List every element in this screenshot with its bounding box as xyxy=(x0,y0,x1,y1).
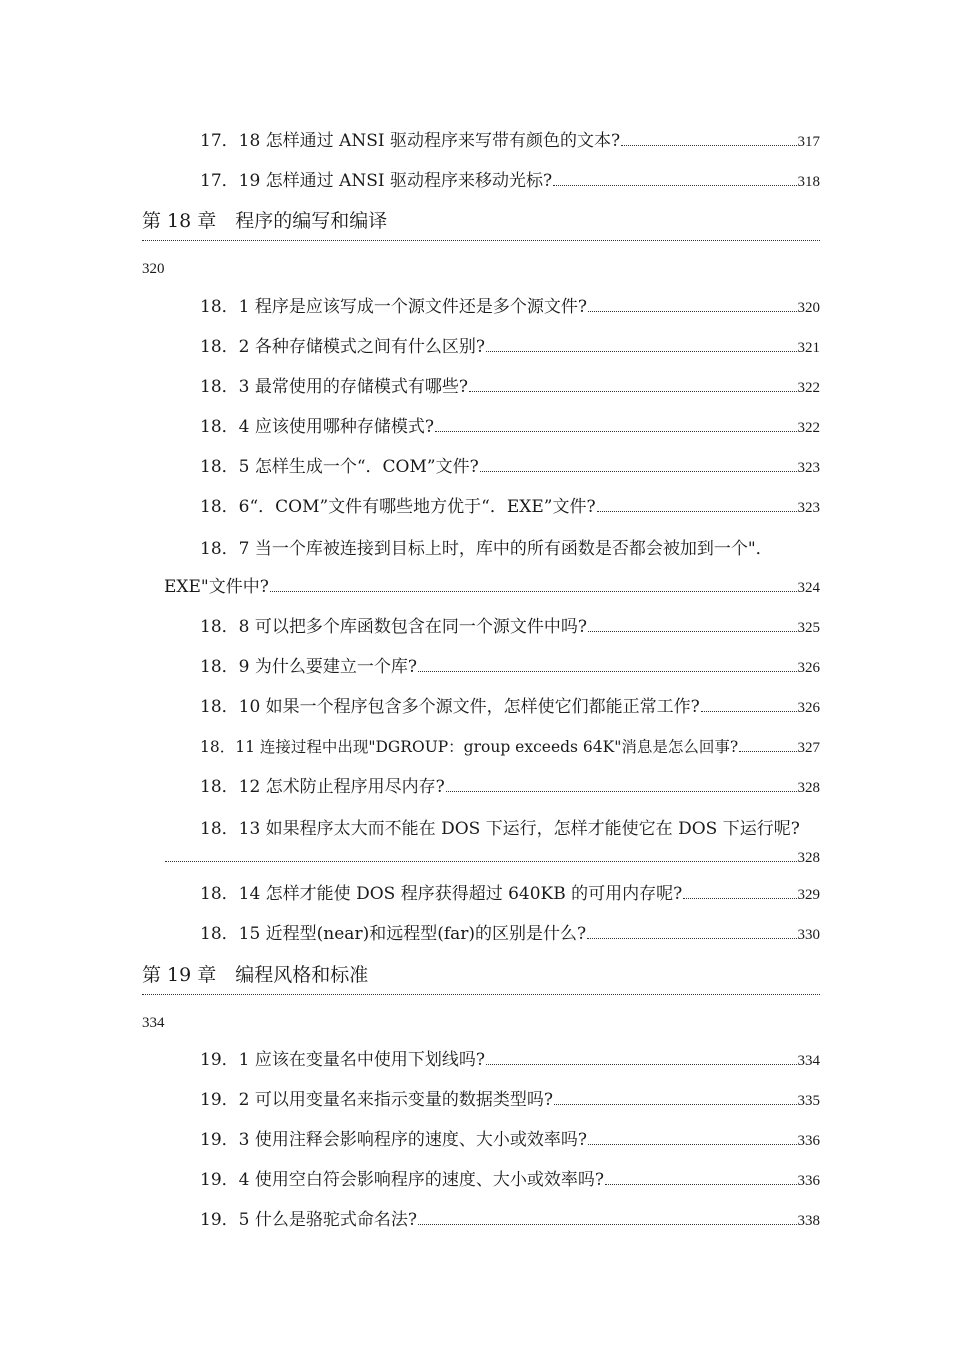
dot-leader xyxy=(446,791,797,792)
dot-leader xyxy=(480,471,797,472)
toc-entry[interactable] xyxy=(200,1044,820,1070)
toc-entry-title: 18．5 怎样生成一个“．COM”文件? xyxy=(200,457,479,477)
toc-entry-page: 317 xyxy=(797,134,820,150)
chapter-page: 320 xyxy=(142,261,165,277)
toc-entry-title: 19．1 应该在变量名中使用下划线吗? xyxy=(200,1050,485,1070)
toc-entry-page: 326 xyxy=(797,700,820,716)
toc-entry-page: 338 xyxy=(797,1213,820,1229)
toc-entry-title: 18．14 怎样才能使 DOS 程序获得超过 640KB 的可用内存呢? xyxy=(200,884,683,904)
toc-entry[interactable] xyxy=(200,878,820,904)
toc-entry[interactable] xyxy=(164,841,820,867)
toc-entry[interactable] xyxy=(200,491,820,517)
toc-entry-page: 334 xyxy=(797,1053,820,1069)
toc-entry[interactable] xyxy=(200,331,820,357)
toc-entry-title: 18．9 为什么要建立一个库? xyxy=(200,657,417,677)
dot-leader xyxy=(554,1104,797,1105)
toc-entry[interactable] xyxy=(200,1084,820,1110)
toc-entry-title-line1[interactable]: 18．7 当一个库被连接到目标上时，库中的所有函数是否都会被加到一个"． xyxy=(200,539,773,559)
toc-entry-page: 330 xyxy=(797,927,820,943)
toc-entry-title: 19．2 可以用变量名来指示变量的数据类型吗? xyxy=(200,1090,553,1110)
dot-leader xyxy=(553,185,796,186)
toc-entry[interactable] xyxy=(200,291,820,317)
toc-entry-page: 324 xyxy=(797,580,820,596)
dot-leader xyxy=(142,240,820,241)
toc-entry[interactable] xyxy=(200,165,820,191)
dot-leader xyxy=(597,511,797,512)
toc-entry[interactable] xyxy=(164,571,820,597)
toc-entry-page: 322 xyxy=(797,380,820,396)
toc-entry-title: 18．8 可以把多个库函数包含在同一个源文件中吗? xyxy=(200,617,587,637)
toc-entry-title: 18．3 最常使用的存储模式有哪些? xyxy=(200,377,468,397)
toc-entry[interactable] xyxy=(200,1164,820,1190)
toc-entry-page: 325 xyxy=(797,620,820,636)
dot-leader xyxy=(605,1184,797,1185)
toc-entry[interactable] xyxy=(200,371,820,397)
toc-entry-title-line2: EXE"文件中? xyxy=(164,577,269,597)
dot-leader xyxy=(418,1224,797,1225)
toc-entry-title: 18．4 应该使用哪种存储模式? xyxy=(200,417,434,437)
toc-entry-title: 18．11 连接过程中出现"DGROUP：group exceeds 64K"消息是怎么回事? xyxy=(200,738,739,756)
toc-entry[interactable] xyxy=(200,125,820,151)
chapter-page: 334 xyxy=(142,1015,165,1031)
dot-leader xyxy=(165,861,797,862)
toc-entry[interactable] xyxy=(200,411,820,437)
toc-entry-page: 322 xyxy=(797,420,820,436)
toc-entry[interactable] xyxy=(200,651,820,677)
toc-entry[interactable] xyxy=(200,611,820,637)
dot-leader xyxy=(588,631,797,632)
toc-entry-page: 318 xyxy=(797,174,820,190)
toc-entry[interactable] xyxy=(200,918,820,944)
toc-entry-title: 17．19 怎样通过 ANSI 驱动程序来移动光标? xyxy=(200,171,553,191)
dot-leader xyxy=(701,711,797,712)
dot-leader xyxy=(621,145,796,146)
toc-entry[interactable] xyxy=(200,451,820,477)
dot-leader xyxy=(588,311,797,312)
toc-entry-title: 18．2 各种存储模式之间有什么区别? xyxy=(200,337,485,357)
toc-entry-page: 328 xyxy=(797,850,820,866)
dot-leader xyxy=(435,431,797,432)
toc-entry-title: 19．3 使用注释会影响程序的速度、大小或效率吗? xyxy=(200,1130,587,1150)
dot-leader xyxy=(587,938,796,939)
toc-entry-page: 323 xyxy=(797,460,820,476)
toc-entry[interactable] xyxy=(200,731,820,757)
toc-entry-page: 327 xyxy=(797,740,820,756)
toc-entry-title: 17．18 怎样通过 ANSI 驱动程序来写带有颜色的文本? xyxy=(200,131,621,151)
toc-entry-title: 18．12 怎术防止程序用尽内存? xyxy=(200,777,445,797)
toc-entry[interactable] xyxy=(200,771,820,797)
toc-entry-page: 336 xyxy=(797,1173,820,1189)
dot-leader xyxy=(270,591,797,592)
toc-entry[interactable] xyxy=(200,691,820,717)
toc-entry-page: 326 xyxy=(797,660,820,676)
toc-entry-title: 19．5 什么是骆驼式命名法? xyxy=(200,1210,417,1230)
dot-leader xyxy=(142,994,820,995)
dot-leader xyxy=(588,1144,797,1145)
toc-entry-title: 18．1 程序是应该写成一个源文件还是多个源文件? xyxy=(200,297,587,317)
toc-entry-page: 328 xyxy=(797,780,820,796)
toc-entry-title-line1[interactable]: 18．13 如果程序太大而不能在 DOS 下运行，怎样才能使它在 DOS 下运行呢? xyxy=(200,819,800,839)
toc-entry-title: 18．6“．COM”文件有哪些地方优于“．EXE”文件? xyxy=(200,497,596,517)
toc-entry[interactable] xyxy=(200,1124,820,1150)
toc-entry-page: 329 xyxy=(797,887,820,903)
dot-leader xyxy=(469,391,797,392)
toc-entry-page: 320 xyxy=(797,300,820,316)
dot-leader xyxy=(486,351,797,352)
toc-entry-page: 321 xyxy=(797,340,820,356)
dot-leader xyxy=(418,671,797,672)
toc-entry-title: 19．4 使用空白符会影响程序的速度、大小或效率吗? xyxy=(200,1170,604,1190)
toc-entry-page: 335 xyxy=(797,1093,820,1109)
chapter-heading[interactable]: 第 18 章 程序的编写和编译 xyxy=(142,210,388,232)
toc-entry-title: 18．15 近程型(near)和远程型(far)的区别是什么? xyxy=(200,924,587,944)
dot-leader xyxy=(486,1064,797,1065)
toc-entry-page: 336 xyxy=(797,1133,820,1149)
toc-entry[interactable] xyxy=(200,1204,820,1230)
toc-entry-page: 323 xyxy=(797,500,820,516)
dot-leader xyxy=(739,751,796,752)
chapter-heading[interactable]: 第 19 章 编程风格和标准 xyxy=(142,964,369,986)
toc-entry-title: 18．10 如果一个程序包含多个源文件，怎样使它们都能正常工作? xyxy=(200,697,700,717)
dot-leader xyxy=(683,898,796,899)
